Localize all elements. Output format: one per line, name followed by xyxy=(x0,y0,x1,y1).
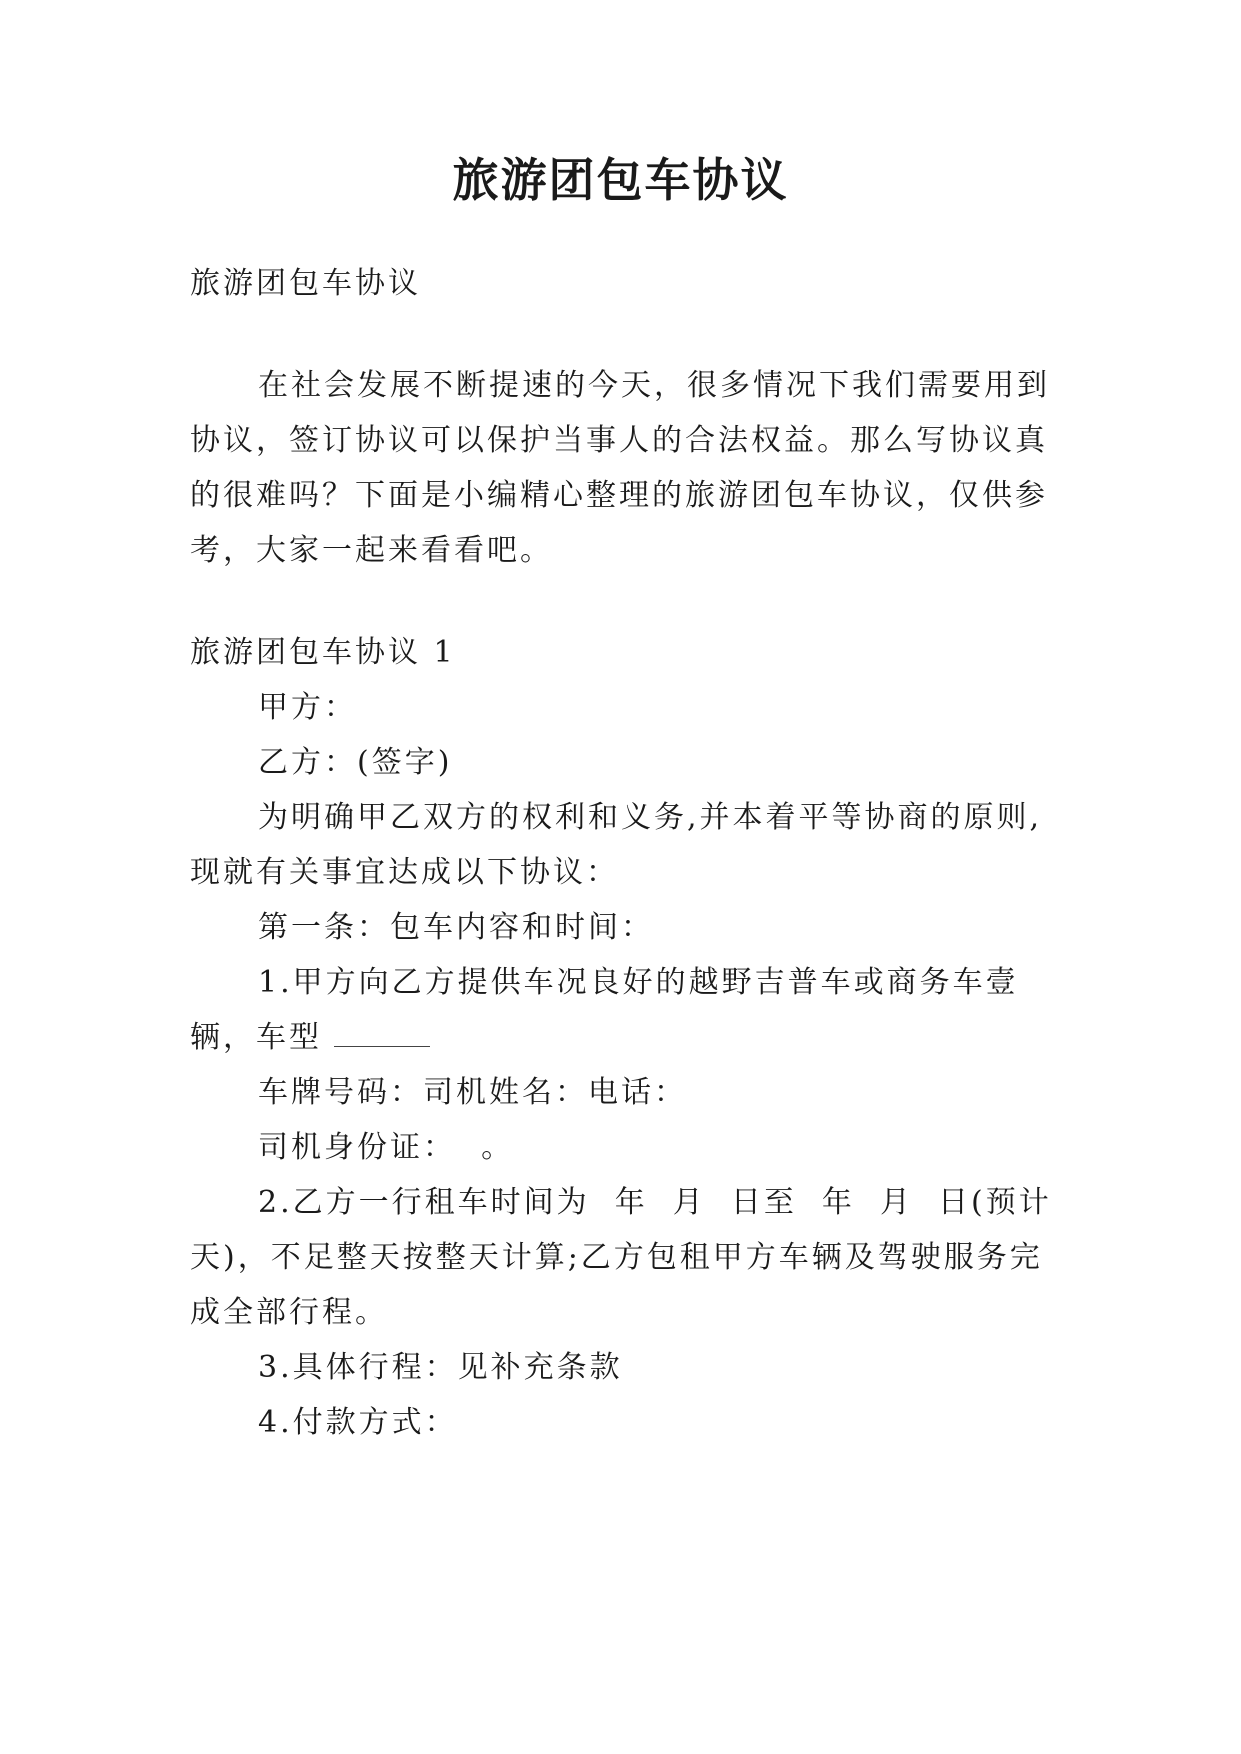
item-4-line: 4.付款方式： xyxy=(258,1405,458,1440)
document-subtitle: 旅游团包车协议 xyxy=(190,266,421,301)
purpose-line-1: 为明确甲乙双方的权利和义务,并本着平等协商的原则, xyxy=(258,800,1043,835)
item-2-line-3: 成全部行程。 xyxy=(190,1295,388,1330)
document-title: 旅游团包车协议 xyxy=(452,153,789,207)
item-3-line: 3.具体行程：见补充条款 xyxy=(258,1350,623,1385)
intro-line-4: 考，大家一起来看看吧。 xyxy=(190,533,553,568)
intro-line-2: 协议，签订协议可以保护当事人的合法权益。那么写协议真 xyxy=(190,423,1048,458)
intro-line-1: 在社会发展不断提速的今天，很多情况下我们需要用到 xyxy=(258,368,1050,403)
party-a-line: 甲方： xyxy=(258,690,357,725)
item-1-line-2 xyxy=(190,1009,430,1067)
section-heading: 旅游团包车协议 1 xyxy=(190,635,456,670)
purpose-line-2: 现就有关事宜达成以下协议： xyxy=(190,855,619,890)
item-1-line-2-text: 辆，车型 xyxy=(190,1020,322,1055)
article-1-heading: 第一条：包车内容和时间： xyxy=(258,910,654,945)
party-b-line: 乙方：(签字) xyxy=(258,745,453,780)
vehicle-model-blank xyxy=(334,1024,430,1047)
plate-driver-phone-line: 车牌号码：司机姓名：电话： xyxy=(258,1075,687,1110)
driver-id-line: 司机身份证： 。 xyxy=(258,1130,515,1165)
item-1-line-1: 1.甲方向乙方提供车况良好的越野吉普车或商务车壹 xyxy=(258,965,1019,1000)
intro-line-3: 的很难吗？下面是小编精心整理的旅游团包车协议，仅供参 xyxy=(190,478,1048,513)
item-2-line-2: 天)，不足整天按整天计算;乙方包租甲方车辆及驾驶服务完 xyxy=(190,1240,1043,1275)
item-2-line-1: 2.乙方一行租车时间为 年 月 日至 年 月 日(预计 xyxy=(258,1185,1052,1220)
